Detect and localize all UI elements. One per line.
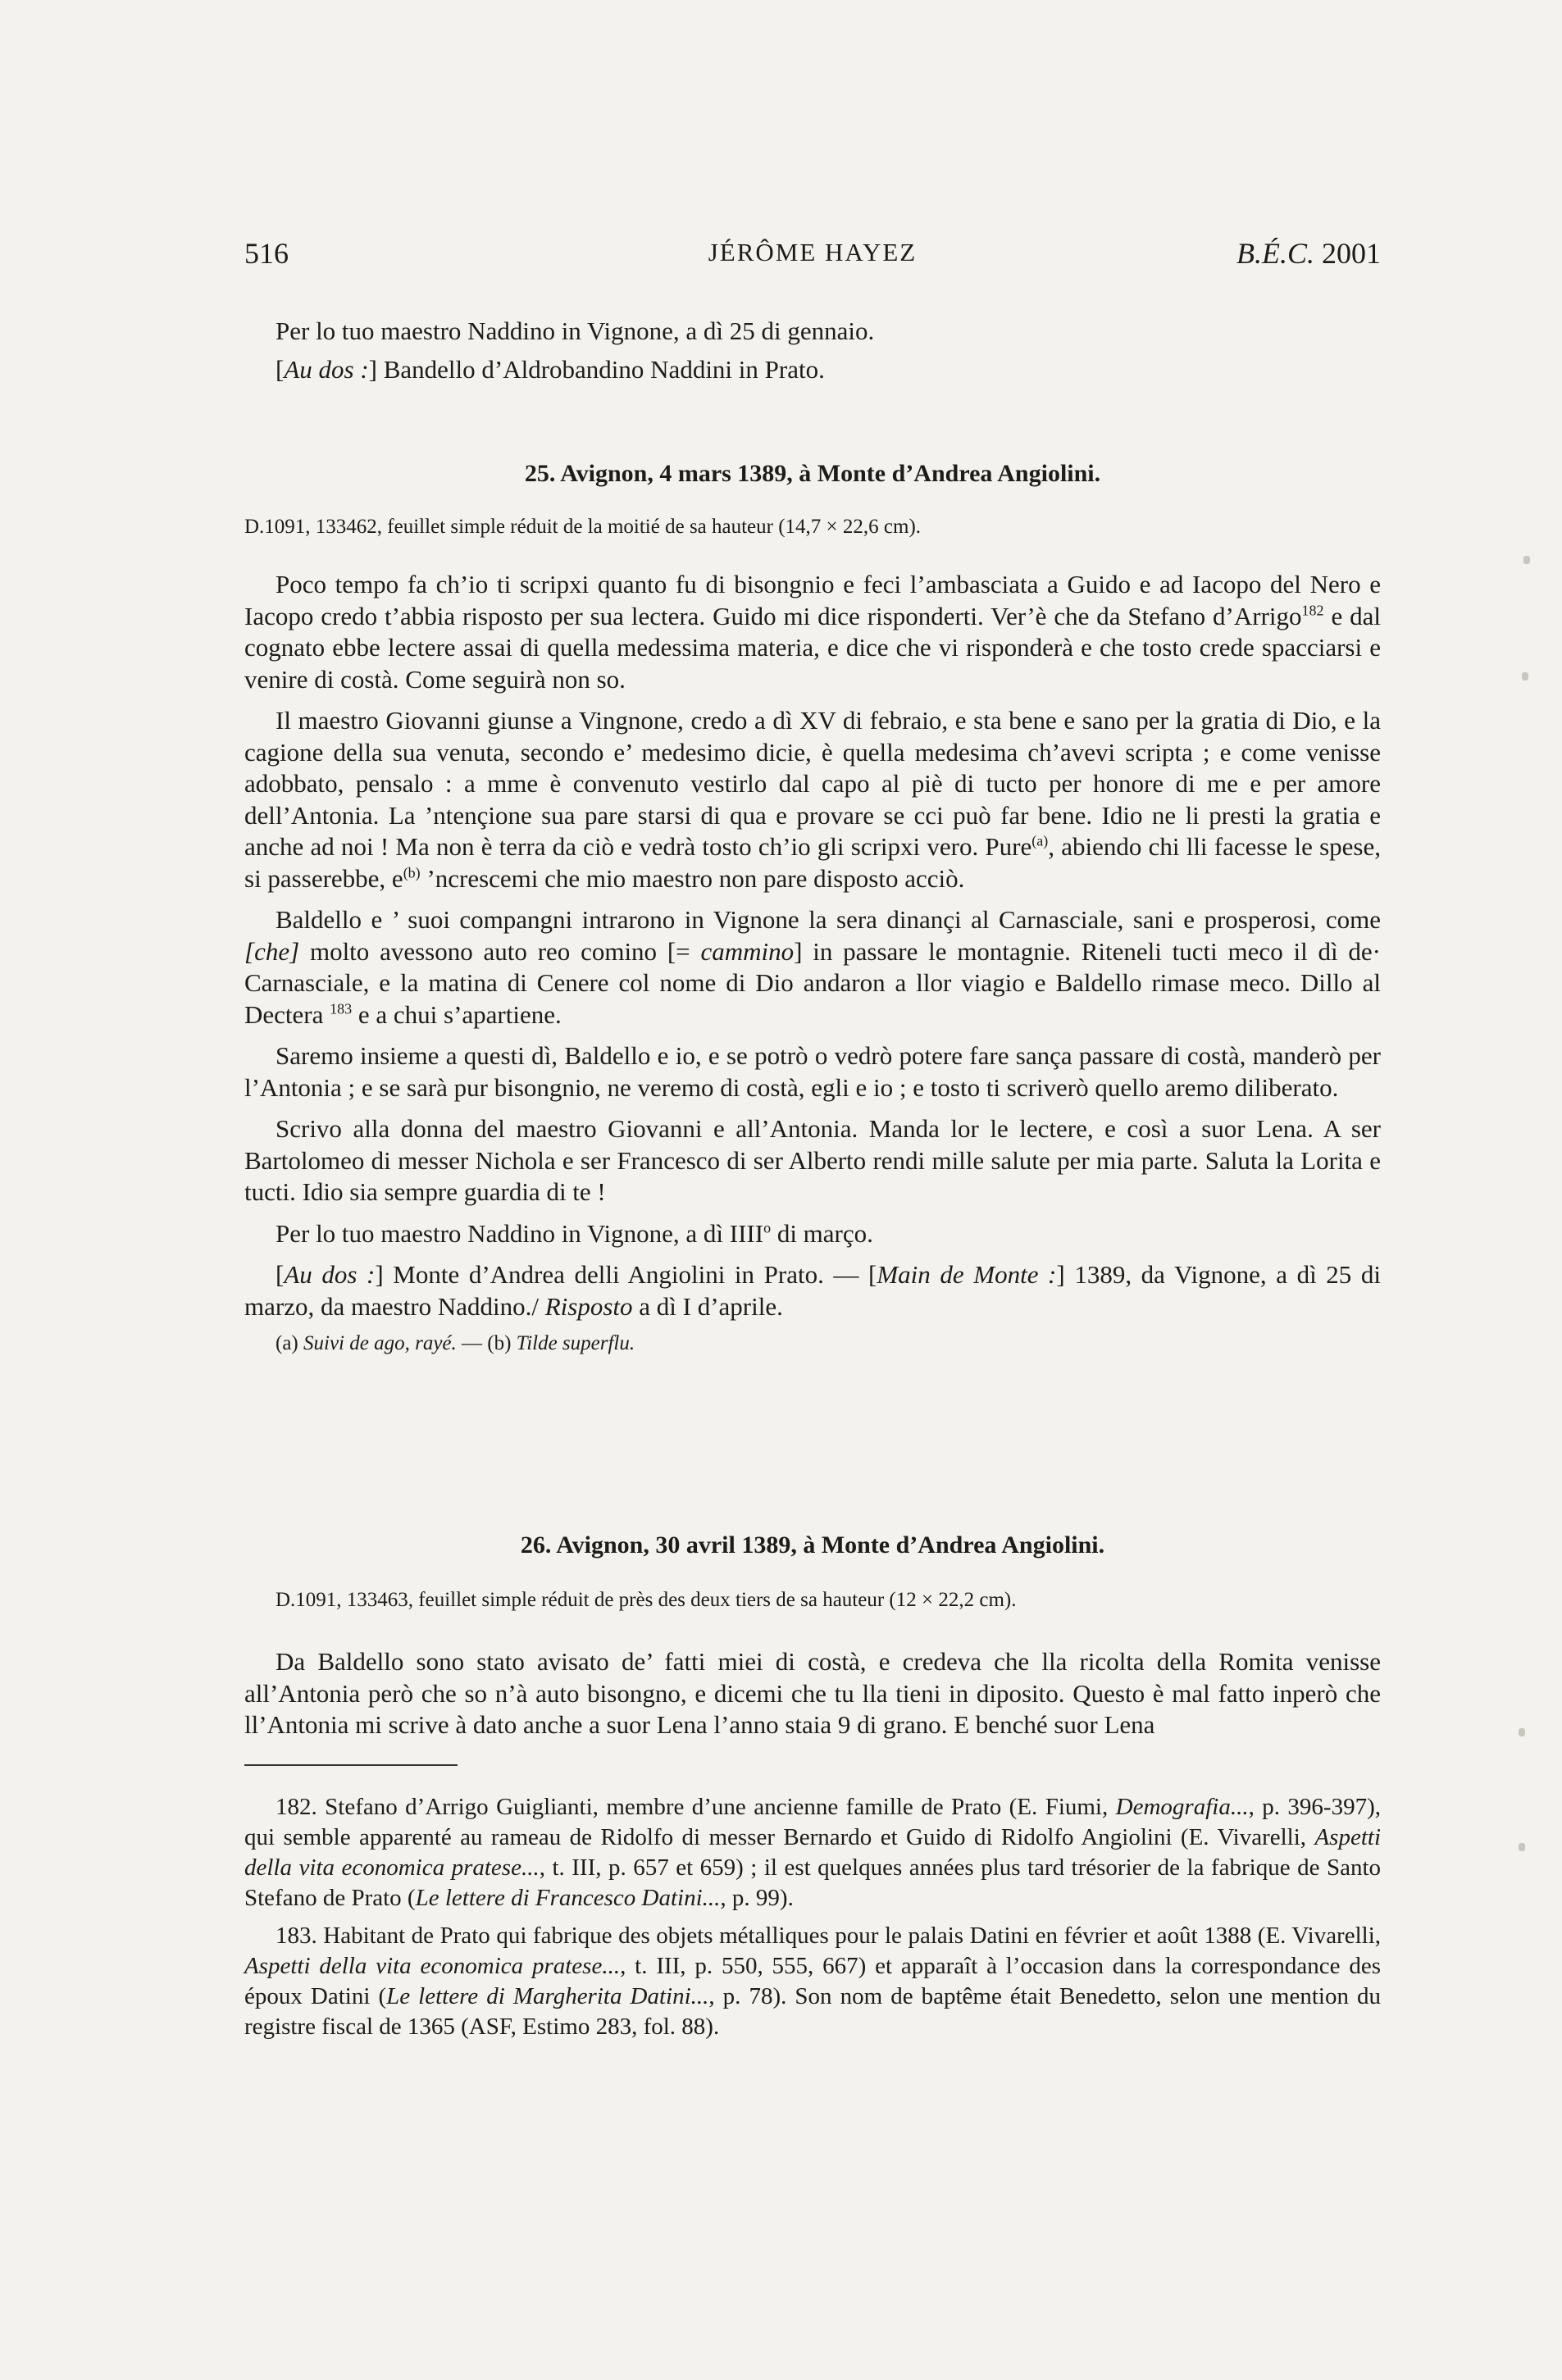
letter-26-heading-block [244,1530,1381,1561]
letter-description: D.1091, 133463, feuillet simple réduit de près des deux tiers de sa hauteur (12 × 22,2 cm). [276,1589,1017,1611]
letter-paragraph: Saremo insieme a questi dì, Baldello e io, e se potrò o vedrò potere fare sança passare di costà, manderò per l’Antonia ; e se sarà pur bisongnio, ne veremo di costà, egli e io ; e tosto ti scriverò quello aremo diliberato. [244,1041,1381,1102]
running-header [244,236,1381,277]
letter-25-heading-block [244,458,1381,489]
letter-address: [Au dos :] Bandello d’Aldrobandino Naddini in Prato. [276,354,825,384]
letter-signature: Per lo tuo maestro Naddino in Vignone, a dì IIII$^o$ di março. [276,1218,873,1248]
footnote-ref[interactable]: 183 [330,1000,353,1017]
letter-24-closing [244,316,1381,385]
letter-heading: 25. Avignon, 4 mars 1389, à Monte d’Andrea Angiolini. [524,460,1101,487]
letter-description: D.1091, 133462, feuillet simple réduit de la moitié de sa hauteur (14,7 × 22,6 cm). [244,516,922,538]
journal-year: 2001 [1322,237,1381,270]
scan-speck [1519,1728,1525,1736]
scan-speck [1522,672,1528,680]
letter-25-description-block [244,514,1381,540]
footnote-182: 182. Stefano d’Arrigo Guiglianti, membre d’une ancienne famille de Prato (E. Fiumi, Demografia..., p. 396-397), qui semble apparenté au rameau de Ridolfo di messer Bernardo et Guido di Ridolfo Angiolini (E. Vivarelli, Aspetti della vita economica pratese..., t. III, p. 657 et 659) ; il est quelques années plus tard trésorier de la fabrique de Santo Stefano de Prato (Le lettere di Francesco Datini..., p. 99). [244,1794,1381,1911]
scan-speck [1523,556,1530,564]
address-text: Bandello d’Aldrobandino Naddini in Prato. [383,354,825,384]
running-author: JÉRÔME HAYEZ [708,238,918,266]
letter-paragraph: Scrivo alla donna del maestro Giovanni e all’Antonia. Manda lor le lectere, e così a suor Lena. A ser Bartolomeo di messer Nichola e ser Francesco di ser Alberto rendi mille salute per mia parte. Saluta la Lorita e tucti. Idio sia sempre guardia di te ! [244,1114,1381,1206]
address-label: Au dos : [284,354,369,384]
footnotes [244,1792,1381,2042]
journal-abbrev: B.É.C. [1236,237,1314,270]
letter-paragraph: Poco tempo fa ch’io ti scripxi quanto fu di bisongnio e feci l’ambasciata a Guido e ad Iacopo del Nero e Iacopo credo t’abbia risposto per sua lectera. Guido mi dice risponderti. Ver’è che da Stefano d’Arrigo$^{182}$ e dal cognato ebbe lectere assai di quella medessima materia, e dice che vi risponderà e che tosto crede spacciarsi e venire di costà. Come seguirà non so. [244,570,1382,694]
letter-paragraph: Da Baldello sono stato avisato de’ fatti miei di costà, e credeva che lla ricolta della Romita venisse all’Antonia però che so n’à auto bisongno, e dicemi che tu lla tieni in diposito. Questo è mal fatto inperò che ll’Antonia mi scrive à dato anche a suor Lena l’anno staia 9 di grano. E benché suor Lena [244,1647,1381,1739]
apparatus-ref[interactable]: (b) [403,864,421,881]
letter-paragraph: Baldello e ’ suoi compangni intrarono in Vignone la sera dinançi al Carnasciale, sani e prosperosi, come [che] molto avessono auto reo comino [= cammino] in passare le montagnie. Riteneli tucti meco il dì de· Carnasciale, e la matina di Cenere col nome di Dio andaron a llor viagio e Baldello rimase meco. Dillo al Dectera $^{183}$ e a chui s’apartiene. [244,905,1381,1029]
letter-heading: 26. Avignon, 30 avril 1389, à Monte d’Andrea Angiolini. [520,1531,1105,1559]
page-number: 516 [244,237,289,270]
letter-26-body [244,1646,1381,1741]
footnote-separator [244,1764,458,1766]
letter-address: [Au dos :] Monte d’Andrea delli Angiolini in Prato. — [Main de Monte :] 1389, da Vignone, a dì 25 di marzo, da maestro Naddino./ Risposto a dì I d’aprile. [244,1260,1382,1321]
letter-26-description-block [244,1587,1381,1613]
apparatus-ref[interactable]: (a) [1031,832,1049,849]
letter-paragraph: Il maestro Giovanni giunse a Vingnone, credo a dì XV di febraio, e sta bene e sano per la gratia di Dio, e la cagione della sua venuta, secondo e’ medesimo dicie, è quella medesima ch’avevi scripta ; e come venisse adobbato, pensalo : a mme è convenuto vestirlo dal capo al piè di tucto per honore di me e per amore dell’Antonia. La ’ntençione sua pare starsi di qua e provare se cci può far bene. Idio ne li presti la gratia e anche ad noi ! Ma non è terra da ciò e vedrà tosto ch’io gli scripxi vero. Pure$^{(a)}$, abiendo chi lli facesse le spese, si passerebbe, $e^{(b)}$ ’ncrescemi che mio maestro non pare disposto acciò. [244,706,1381,893]
journal-citation [1236,236,1381,271]
letter-signature: Per lo tuo maestro Naddino in Vignone, a dì 25 di gennaio. [276,316,875,345]
letter-25-body [244,569,1381,1357]
apparatus-notes: (a) Suivi de ago, rayé. — (b) Tilde superflu. [276,1332,635,1354]
footnote-ref[interactable]: 182 [1301,602,1324,619]
scan-speck [1519,1843,1525,1851]
footnote-183: 183. Habitant de Prato qui fabrique des objets métalliques pour le palais Datini en février et août 1388 (E. Vivarelli, Aspetti della vita economica pratese..., t. III, p. 550, 555, 667) et apparaît à l’occasion dans la correspondance des époux Datini (Le lettere di Margherita Datini..., p. 78). Son nom de baptême était Benedetto, selon une mention du registre fiscal de 1365 (ASF, Estimo 283, fol. 88). [244,1923,1382,2040]
